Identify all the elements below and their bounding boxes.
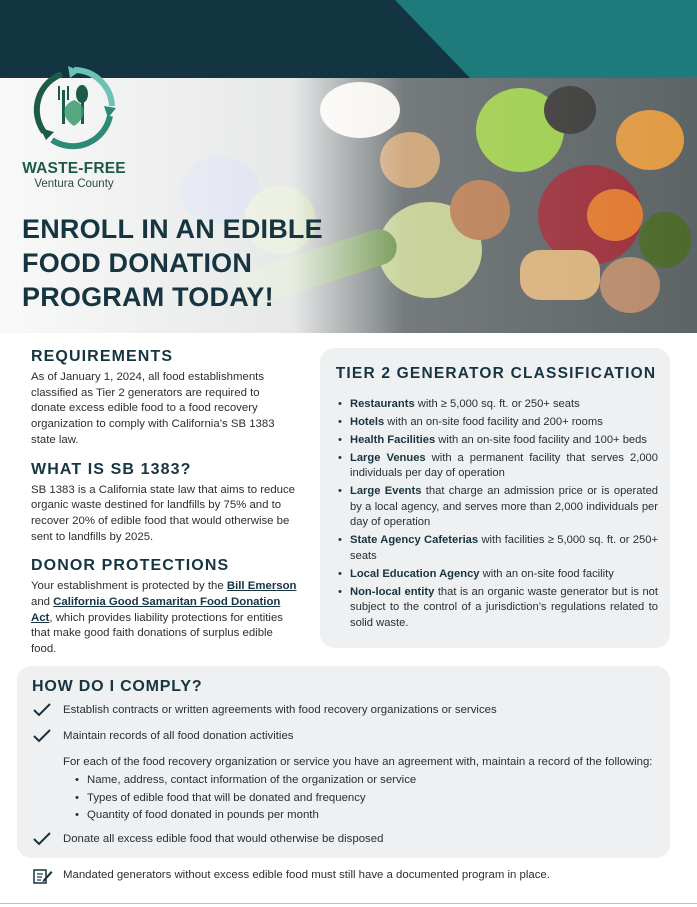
donor-protections-heading: DONOR PROTECTIONS — [31, 557, 230, 575]
tier2-item-text: with ≥ 5,000 sq. ft. or 250+ seats — [414, 398, 580, 410]
note-edit-icon — [33, 867, 53, 885]
requirements-heading: REQUIREMENTS — [31, 348, 174, 365]
header-banner — [0, 0, 697, 333]
hero-title: ENROLL IN AN EDIBLE FOOD DONATION PROGRAM TODAY! — [22, 214, 323, 312]
tier2-item — [334, 397, 658, 413]
comply-step-1-text: Establish contracts or written agreements with food recovery organizations or services — [63, 704, 497, 716]
checkmark-icon — [33, 702, 51, 718]
sb1383-section — [31, 461, 297, 546]
sb1383-body: SB 1383 is a California state law that aims to reduce organic waste destined for landfills by 75% and to recover 20% of edible food that would otherwise be sent to landfills by 2025. — [31, 483, 296, 543]
donor-protections-body — [31, 579, 297, 658]
tier2-item-text: that is an organic waste generator but is not subject to the control of a jurisdiction’s regulations related to solid waste. — [350, 585, 658, 629]
records-item: • Types of edible food that will be donated and frequency — [73, 790, 416, 808]
tier2-item-term: Restaurants — [350, 398, 415, 410]
records-item: • Quantity of food donated in pounds per month — [73, 807, 416, 825]
tier2-item-text: with an on-site food facility and 200+ rooms — [384, 415, 603, 428]
tier2-item-term: Large Events — [350, 485, 422, 498]
tier2-item — [334, 415, 658, 431]
tier2-item-term: Health Facilities — [350, 433, 436, 446]
good-samaritan-act-link[interactable]: California Good Samaritan Food Donation Act — [31, 596, 281, 624]
logo-subtitle: Ventura County — [34, 178, 114, 190]
tier2-item-text: that charge an admission price or is operated by a local agency, and serves more than 2,000 individuals per day of operation — [350, 485, 659, 529]
tier2-item-text: with facilities ≥ 5,000 sq. ft. or 250+ seats — [350, 534, 658, 562]
protections-text-2: and — [31, 596, 54, 609]
tier2-heading: TIER 2 GENERATOR CLASSIFICATION — [335, 365, 657, 382]
records-intro: For each of the food recovery organization or service you have an agreement with, maintain a record of the following: — [63, 756, 653, 768]
tier2-item — [334, 484, 658, 531]
comply-step-2-text: Maintain records of all food donation activities — [63, 730, 294, 742]
requirements-section — [31, 348, 297, 449]
tier2-item-term: Non-local entity — [350, 585, 435, 598]
tier2-list — [334, 397, 658, 631]
tier2-item — [334, 451, 658, 482]
left-column — [31, 348, 297, 658]
tier2-item-text: with an on-site food facility — [479, 567, 614, 580]
tier2-card — [320, 348, 670, 648]
tier2-item — [334, 585, 658, 632]
tier2-item-term: Large Venues — [350, 451, 426, 464]
logo-title: WASTE-FREE — [22, 160, 126, 177]
tier2-item — [334, 567, 658, 583]
fork-spoon-recycle-icon — [32, 66, 116, 150]
tier2-item-text: with an on-site food facility and 100+ beds — [435, 433, 647, 446]
bottom-divider — [0, 903, 697, 904]
comply-step-3-text: Donate all excess edible food that would otherwise be disposed — [63, 833, 384, 845]
checkmark-icon — [33, 728, 51, 744]
records-list — [73, 772, 416, 825]
tier2-item — [334, 533, 658, 564]
checkmark-icon — [33, 831, 51, 847]
protections-text-1: Your establishment is protected by the — [31, 580, 227, 593]
requirements-body: As of January 1, 2024, all food establishments classified as Tier 2 generators are required to donate excess edible food to a food recovery organization to comply with California’s SB 1383 state law. — [31, 371, 275, 446]
footer-note-text: Mandated generators without excess edible food must still have a documented program in place. — [63, 869, 550, 881]
tier2-item-term: Local Education Agency — [350, 567, 480, 580]
waste-free-logo — [14, 66, 134, 194]
bill-emerson-link[interactable]: Bill Emerson — [226, 580, 297, 593]
tier2-item — [334, 433, 658, 449]
tier2-item-term: State Agency Cafeterias — [350, 534, 479, 547]
tier2-item-term: Hotels — [350, 415, 385, 428]
records-item: • Name, address, contact information of the organization or service — [73, 772, 416, 790]
comply-card — [17, 666, 670, 858]
donor-protections-section — [31, 557, 297, 658]
tier2-item-text: with a permanent facility that serves 2,000 individuals per day of operation — [350, 451, 658, 480]
sb1383-heading: WHAT IS SB 1383? — [31, 460, 192, 478]
protections-text-3: , which provides liability protections for entities that make good faith donations of surplus edible food. — [31, 611, 283, 656]
comply-heading: HOW DO I COMPLY? — [32, 678, 203, 695]
